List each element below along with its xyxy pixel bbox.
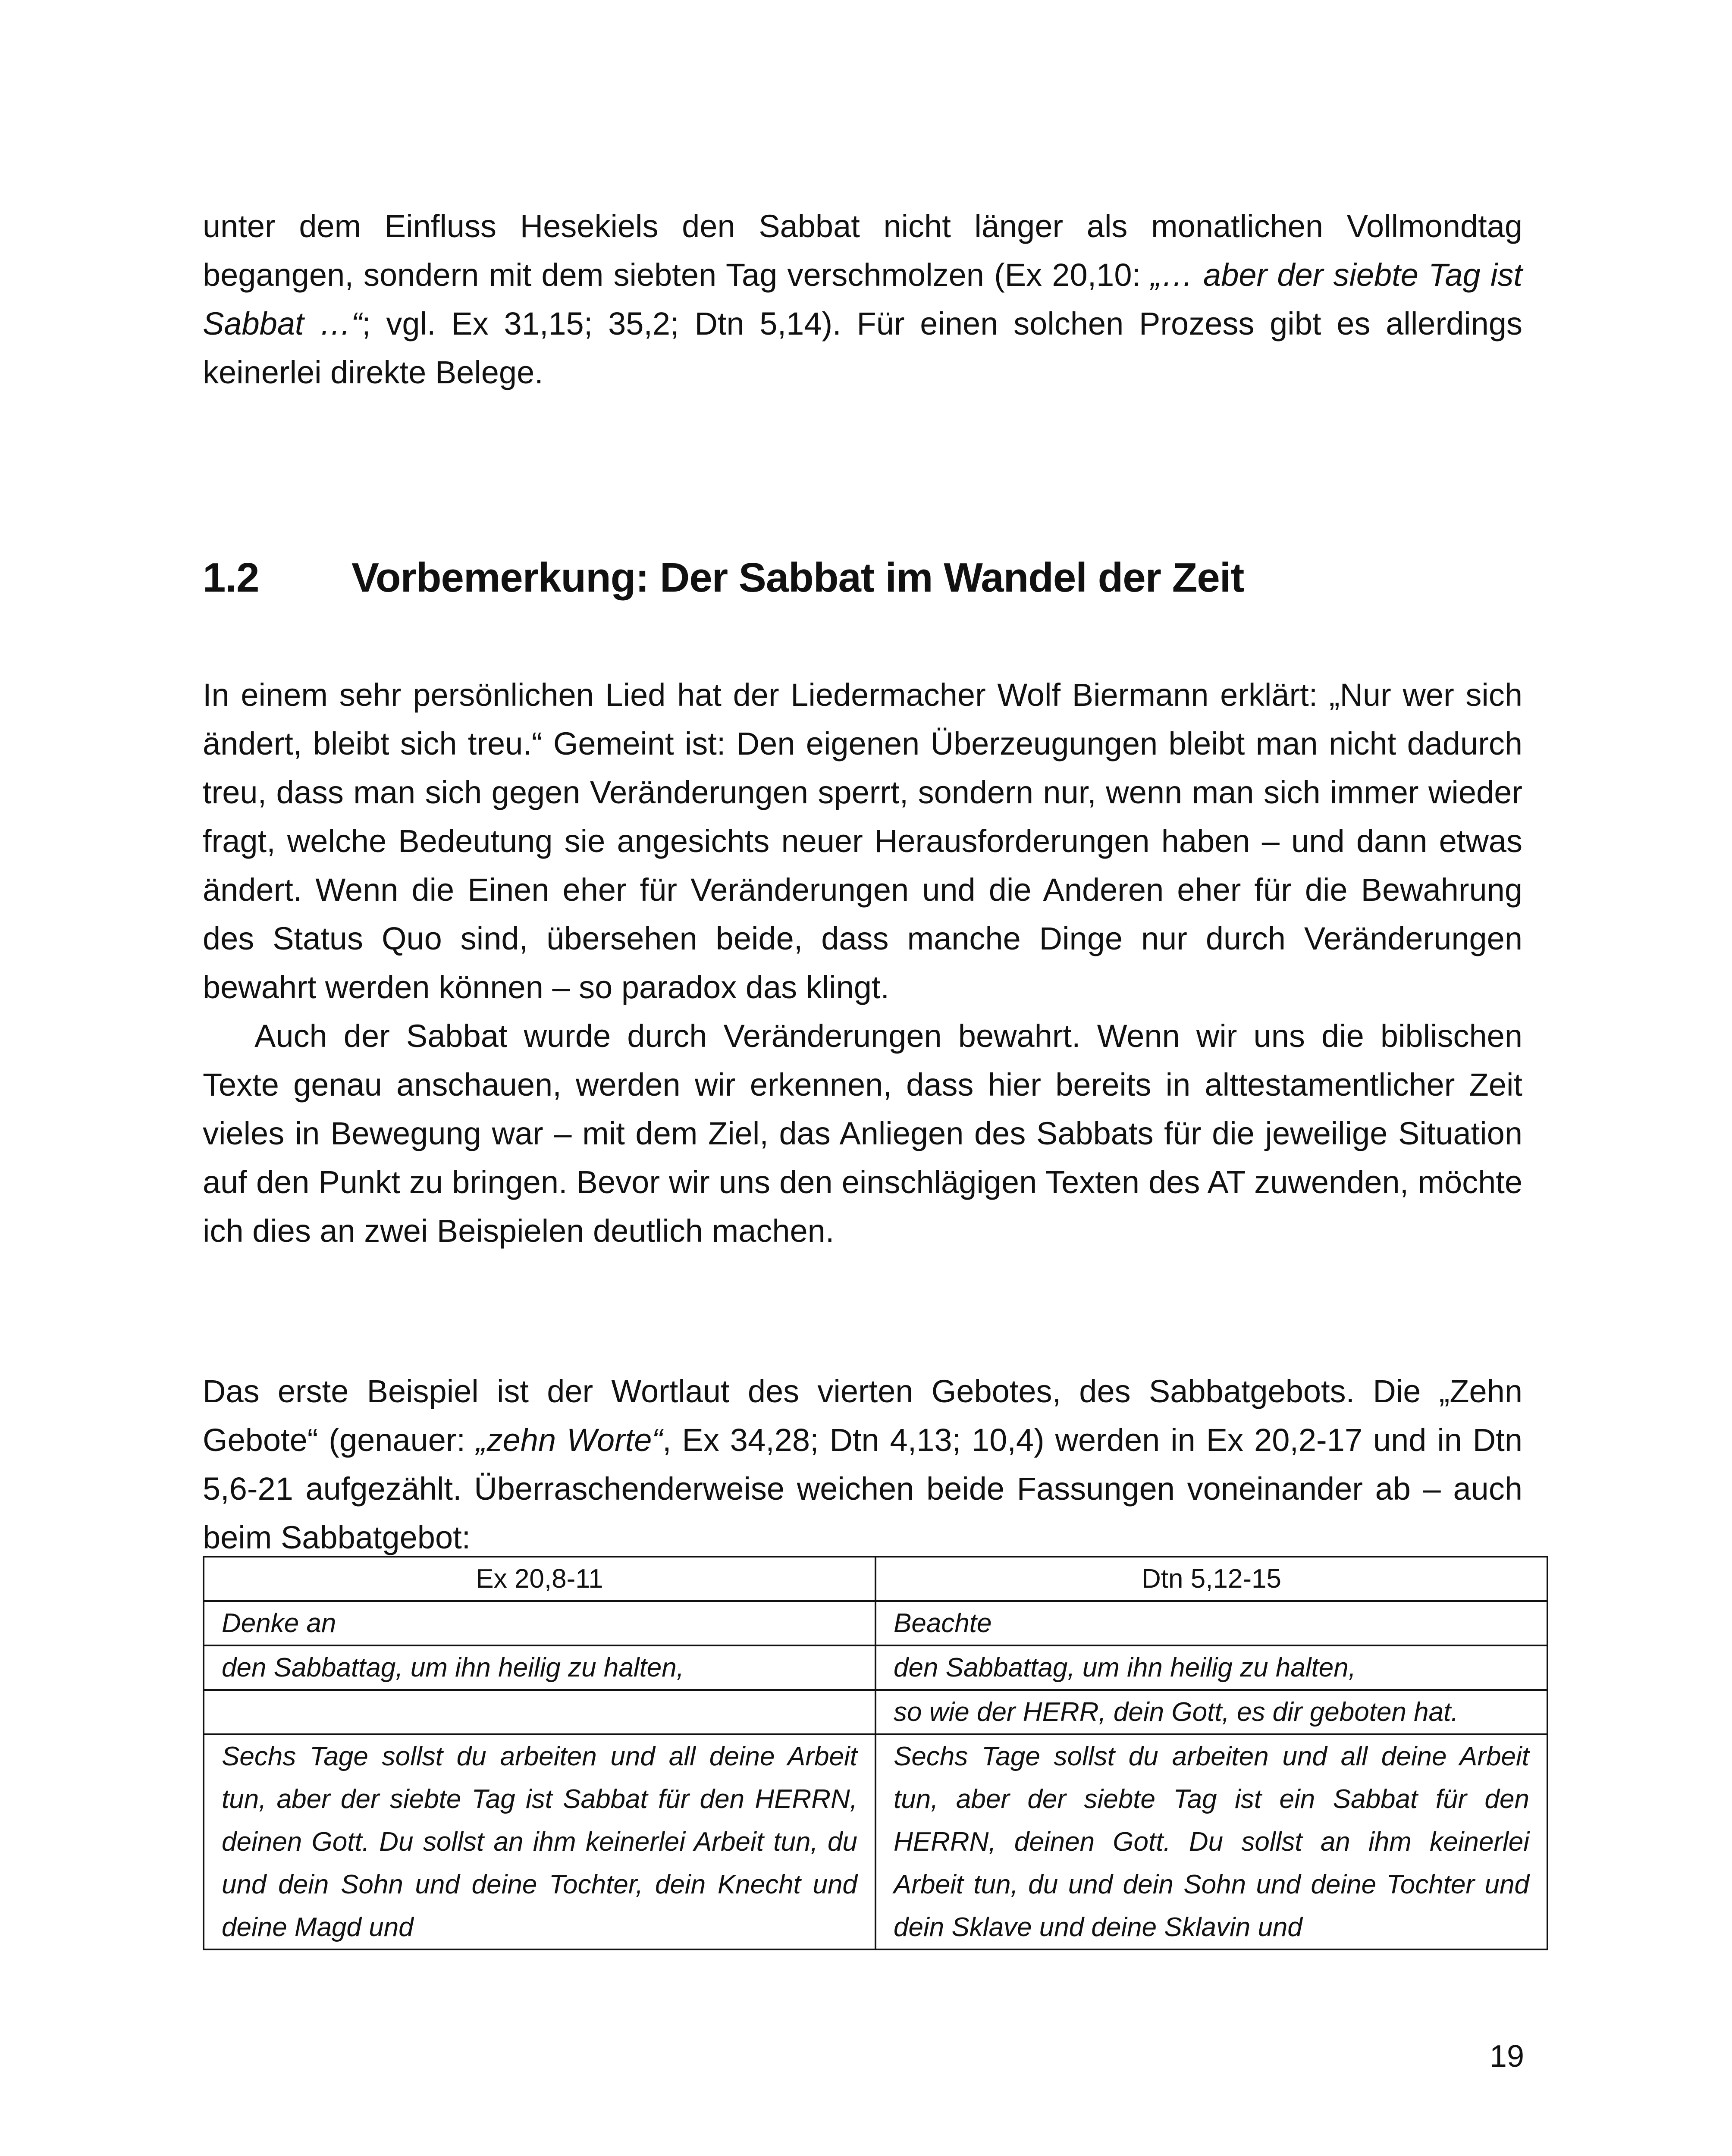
column-header-dtn: Dtn 5,12-15 [875,1557,1547,1601]
table-cell: so wie der HERR, dein Gott, es dir geboten hat. [875,1690,1547,1734]
table-cell: den Sabbattag, um ihn heilig zu halten, [204,1645,875,1690]
page-number: 19 [1489,2039,1524,2074]
table-cell: Sechs Tage sollst du arbeiten und all deine Arbeit tun, aber der siebte Tag ist ein Sabbat für den HERRN, deinen Gott. Du sollst an ihm keinerlei Arbeit tun, du und dein Sohn und deine Tochter und dein Sklave und deine Sklavin und [875,1734,1547,1949]
table-cell: Denke an [204,1601,875,1645]
intro-paragraph [203,202,1522,397]
table-cell: Beachte [875,1601,1547,1645]
section-heading [203,552,1522,604]
intro-quote: „… aber der siebte Tag ist Sabbat …“ [203,257,1522,342]
section-title: Vorbemerkung: Der Sabbat im Wandel der Zeit [351,555,1244,601]
table-row [204,1734,1547,1949]
comparison-table [203,1556,1548,1950]
paragraph-3-start: Das erste Beispiel ist der Wortlaut des vierten Gebotes, des Sabbatgebots. Die „Zehn Gebote“ (genauer: [203,1373,1522,1458]
paragraph-3 [203,1367,1522,1562]
paragraph-2: Auch der Sabbat wurde durch Veränderungen bewahrt. Wenn wir uns die biblischen Texte genau anschauen, werden wir erkennen, dass hier bereits in alttestamentlicher Zeit vieles in Bewegung war – mit dem Ziel, das Anliegen des Sabbats für die jeweilige Situation auf den Punkt zu bringen. Bevor wir uns den einschlägigen Texten des AT zuwenden, möchte ich dies an zwei Beispielen deutlich machen. [203,1018,1522,1249]
table-cell: den Sabbattag, um ihn heilig zu halten, [875,1645,1547,1690]
body-text-block-1 [203,671,1522,1255]
table-row [204,1645,1547,1690]
intro-text-end: ; vgl. Ex 31,15; 35,2; Dtn 5,14). Für einen solchen Prozess gibt es allerdings keinerlei direkte Belege. [203,306,1522,390]
table-row [204,1601,1547,1645]
paragraph-3-end: , Ex 34,28; Dtn 4,13; 10,4) werden in Ex 20,2-17 und in Dtn 5,6-21 aufgezählt. Überraschenderweise weichen beide Fassungen voneinander ab – auch beim Sabbatgebot: [203,1422,1522,1555]
table-cell: Sechs Tage sollst du arbeiten und all deine Arbeit tun, aber der siebte Tag ist Sabbat für den HERRN, deinen Gott. Du sollst an ihm keinerlei Arbeit tun, du und dein Sohn und deine Tochter, dein Knecht und deine Magd und [204,1734,875,1949]
table-row [204,1690,1547,1734]
body-text-block-2 [203,1367,1522,1562]
table-cell-empty [204,1690,875,1734]
column-header-ex: Ex 20,8-11 [204,1557,875,1601]
section-number: 1.2 [203,555,259,601]
table-header-row [204,1557,1547,1601]
intro-text-start: unter dem Einfluss Hesekiels den Sabbat nicht länger als monatlichen Vollmondtag begangen, sondern mit dem siebten Tag verschmolzen (Ex 20,10: [203,208,1522,293]
paragraph-3-quote: „zehn Worte“ [476,1422,663,1458]
paragraph-1: In einem sehr persönlichen Lied hat der Liedermacher Wolf Biermann erklärt: „Nur wer sich ändert, bleibt sich treu.“ Gemeint ist: Den eigenen Überzeugungen bleibt man nicht dadurch treu, dass man sich gegen Veränderungen sperrt, sondern nur, wenn man sich immer wieder fragt, welche Bedeutung sie angesichts neuer Herausforderungen haben – und dann etwas ändert. Wenn die Einen eher für Veränderungen und die Anderen eher für die Bewahrung des Status Quo sind, übersehen beide, dass manche Dinge nur durch Veränderungen bewahrt werden können – so paradox das klingt. [203,677,1522,1005]
